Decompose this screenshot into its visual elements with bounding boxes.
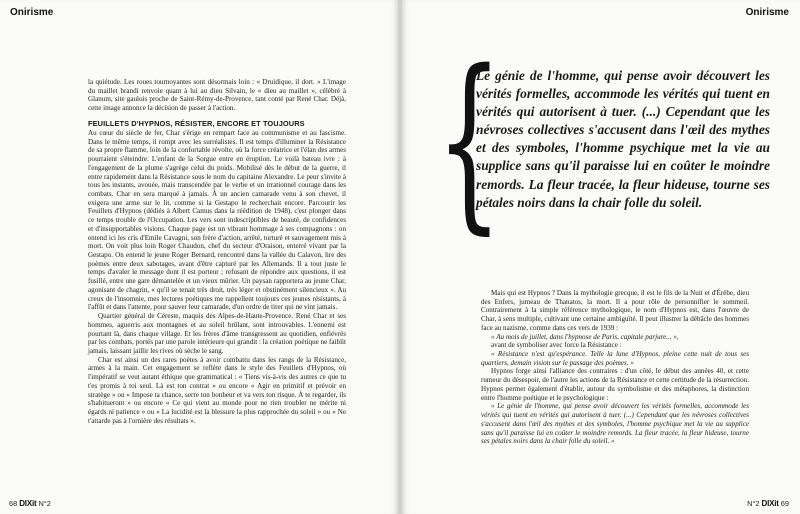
right-folio	[747, 499, 789, 508]
left-page	[0, 0, 398, 514]
left-section-heading: FEUILLETS D'HYPNOS, RÉSISTER, ENCORE ET TOUJOURS	[88, 118, 305, 128]
right-page-number: 69	[780, 499, 789, 508]
left-paragraph-1: Au cœur du siècle de fer, Char s'érige en rempart face au communisme et au fascisme. Dans le même temps, il rompt avec les surréalistes. Il est temps d'illuminer la Résistance de sa propre flamme, loin de la confortable révolte, où la force créatrice et l'élan des armes pourraient s'éteindre. L'enfant de la Sorgue entre en éruption. Le voilà bateau ivre : à l'engagement de la plume s'agrège celui du poids. Mobilisé dès le début de la guerre, il entre rapidement dans la Résistance sous le nom du capitaine Alexandre. Le peur s'invite à tous les instants, avouée, mais transcendée par le verbe et un irrationnel courage dans les combats. Char en sera marqué à jamais. À un ancien camarade venu à son chevet, il exigera une arme sur le lit, comme si la Gestapo le recherchait encore. Parcourir les Feuillets d'Hypnos (dédiés à Albert Camus dans la réédition de 1948), c'est plonger dans ce temps trouble de l'Occupation. Les vers sont indescriptibles de beauté, de confidences et d'insupportables visions. Chaque page est un vibrant hommage à ses compagnons : on entend ici les cris d'Emile Cavagni, son frère d'action, arrêté, torturé et sauvagement mis à mort. On voit plus loin Roger Chaudon, chef du secteur d'Oraison, enterré vivant par la Gestapo. On entend le jeune Roger Bernard, rencontré dans la vallée du Calavon, lire des poèmes entre deux sabotages, avant d'être capturé par les Allemands. Il a tout juste le temps d'avaler le message dont il est porteur ; refusant de répondre aux questions, il est fusillé, entre une gare démantelée et un vieux mûrier. Un paysan rapportera au jeune Char, agonisant de chagrin, « qu'il se tenait très droit, très léger et obstinément silencieux ». Au creux de l'insomnie, mes lectures poétiques me rappellent toujours ces jeunes résistants, à l'affût et dans l'attente, pour sauver leur camarade, d'un ordre de tirer qui ne vint jamais.	[88, 128, 346, 312]
right-paragraph-1: Mais qui est Hypnos ? Dans la mythologie grecque, il est le fils de la Nuit et d'Érèbe, dieu des Enfers, jumeau de Thanatos, la mort. Il a pour rôle de personnifier le sommeil. Contrairement à la simple référence mythologique, le nom d'Hypnos est, dans l'œuvre de Char, à sens multiple, cultivant une certaine ambiguïté. Il peut illustrer la débâcle des hommes face au nazisme, comme dans ces vers de 1939 :	[481, 289, 749, 332]
section-title-right: Onirisme	[745, 7, 789, 18]
left-paragraph-3: Char est ainsi un des rares poètes à avoir combattu dans les rangs de la Résistance, armes à la main. Cet engagement se reflète dans le style des Feuillets d'Hypnos, où l'impératif se veut autant éthique que grammatical : « Tiens vis-à-vis des autres ce que tu t'es promis à toi seul. Là est ton contrat » ou encore « Agir en primitif et prévoir en stratège » ou « Impose ta chance, serre ton bonheur et va vers ton risque. À te regarder, ils s'habitueront » ou encore « Ce qui vient au monde pour ne rien troubler ne mérite ni égards ni patience » ou « La lucidité est la blessure la plus rapprochée du soleil » ou « Ne t'attarde pas à l'ornière des résultats ».	[88, 355, 346, 425]
magazine-logo-right: DIXit	[761, 499, 779, 508]
left-column-text	[88, 78, 346, 425]
pull-quote-brace-icon: {	[436, 30, 503, 251]
left-paragraph-2: Quartier général de Céreste, maquis des Alpes-de-Haute-Provence. René Char et ses hommes, aguerris aux montagnes et au soleil brûlant, sont introuvables. L'ennemi est pourtant là, dans chaque village. Et les frères d'âme transgressent au quotidien, enfiévrés par les combats, portés par une parole intérieure qui grandit : la création poétique ne faiblit jamais, laissant jaillir les rives où sèche le sang.	[88, 312, 346, 355]
right-column-text	[481, 289, 749, 446]
pull-quote: Le génie de l'homme, qui pense avoir découvert les vérités formelles, accommode les vérités qui tuent en vérités qui autorisent à tuer. (...) Cependant que les névroses collectives s'accusent dans l'œil des mythes et des symboles, l'homme psychique met la vie au supplice sans qu'il paraisse lui en coûter le moindre remords. La fleur tracée, la fleur hideuse, tourne ses pétales noirs dans la chair folle du soleil.	[476, 68, 770, 210]
right-quote-1: « Au mois de juillet, dans l'hypnose de Paris, capitale parjure... »,	[491, 332, 679, 341]
right-quote-2: « Résistance n'est qu'espérance. Telle la lune d'Hypnos, pleine cette nuit de tous ses quartiers, demain vision sur le passage des poèmes. »	[481, 350, 749, 367]
left-folio	[9, 499, 51, 508]
left-page-number: 68	[9, 499, 18, 508]
section-title-left: Onirisme	[10, 7, 54, 18]
right-issue-number: N°2	[747, 499, 760, 508]
right-paragraph-3: Hypnos forge ainsi l'alliance des contraires : d'un côté, le début des années 40, et cette rumeur du désespoir, de l'autre les actions de la Résistance et cette certitude de la résurrection. Hypnos permet également d'établir, autour du symbolisme et des métaphores, la distinction entre l'homme poétique et le psychologique :	[481, 367, 749, 402]
magazine-logo-left: DIXit	[19, 499, 37, 508]
right-quote-3: « Le génie de l'homme, qui pense avoir découvert les vérités formelles, accommode les vérités qui tuent en vérités qui autorisent à tuer. (...) Cependant que les névroses collectives s'accusent dans l'œil des mythes et des symboles, l'homme psychique met la vie au supplice sans qu'il paraisse lui en coûter le moindre remords. La fleur tracée, la fleur hideuse, tourne ses pétales noirs dans la chair folle du soleil. »	[481, 402, 749, 446]
left-intro-paragraph: la quiétude. Les roues tournoyantes sont désormais loin : « Druidique, il dort. » L'image du maillet brandi renvoie quant à lui au dieu Silvain, le « dieu au maillet », célébré à Glanum, site gaulois proche de Saint-Rémy-de-Provence, tant conté par René Char. Déjà, cette image annonce la décision de passer à l'action.	[88, 78, 346, 113]
left-issue-number: N°2	[38, 499, 51, 508]
right-paragraph-2: avant de symboliser avec force la Résistance :	[491, 341, 622, 350]
